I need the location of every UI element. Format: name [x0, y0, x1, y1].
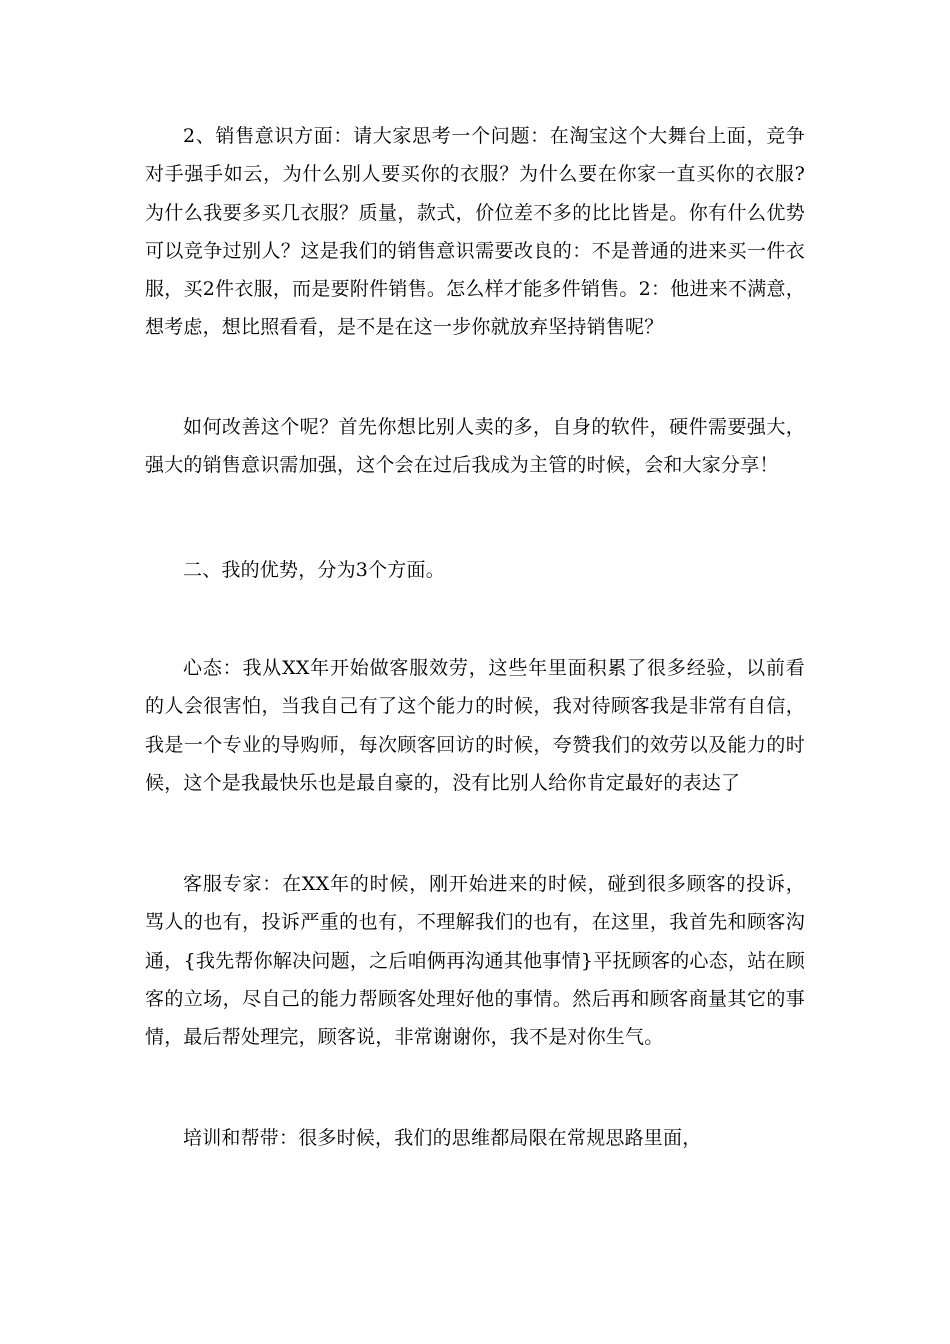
- paragraph-mindset: 心态：我从XX年开始做客服效劳，这些年里面积累了很多经验，以前看的人会很害怕，当我自己有了这个能力的时候，我对待顾客我是非常有自信，我是一个专业的导购师，每次顾客回访的时候，夸赞我们的效劳以及能力的时候，这个是我最快乐也是最自豪的，没有比别人给你肯定最好的表达了: [145, 657, 805, 794]
- paragraph-training: 培训和帮带：很多时候，我们的思维都局限在常规思路里面，: [183, 1127, 702, 1149]
- paragraph-service-expert: 客服专家：在XX年的时候，刚开始进来的时候，碰到很多顾客的投诉，骂人的也有，投诉严重的也有，不理解我们的也有，在这里，我首先和顾客沟通，{我先帮你解决问题，之后咱俩再沟通其他事情}平抚顾客的心态，站在顾客的立场，尽自己的能力帮顾客处理好他的事情。然后再和顾客商量其它的事情，最后帮处理完，顾客说，非常谢谢你，我不是对你生气。: [145, 873, 805, 1049]
- section-heading-advantages: 二、我的优势，分为3个方面。: [183, 559, 445, 581]
- paragraph-sales-awareness: 2、销售意识方面：请大家思考一个问题：在淘宝这个大舞台上面，竞争对手强手如云，为什么别人要买你的衣服？为什么要在你家一直买你的衣服?为什么我要多买几衣服？质量，款式，价位差不多的比比皆是。你有什么优势可以竞争过别人？这是我们的销售意识需要改良的：不是普通的进来买一件衣服，买2件衣服，而是要附件销售。怎么样才能多件销售。2：他进来不满意，想考虑，想比照看看，是不是在这一步你就放弃坚持销售呢？: [145, 125, 805, 339]
- paragraph-improvement: 如何改善这个呢？首先你想比别人卖的多，自身的软件，硬件需要强大，强大的销售意识需加强，这个会在过后我成为主管的时候，会和大家分享！: [145, 416, 805, 477]
